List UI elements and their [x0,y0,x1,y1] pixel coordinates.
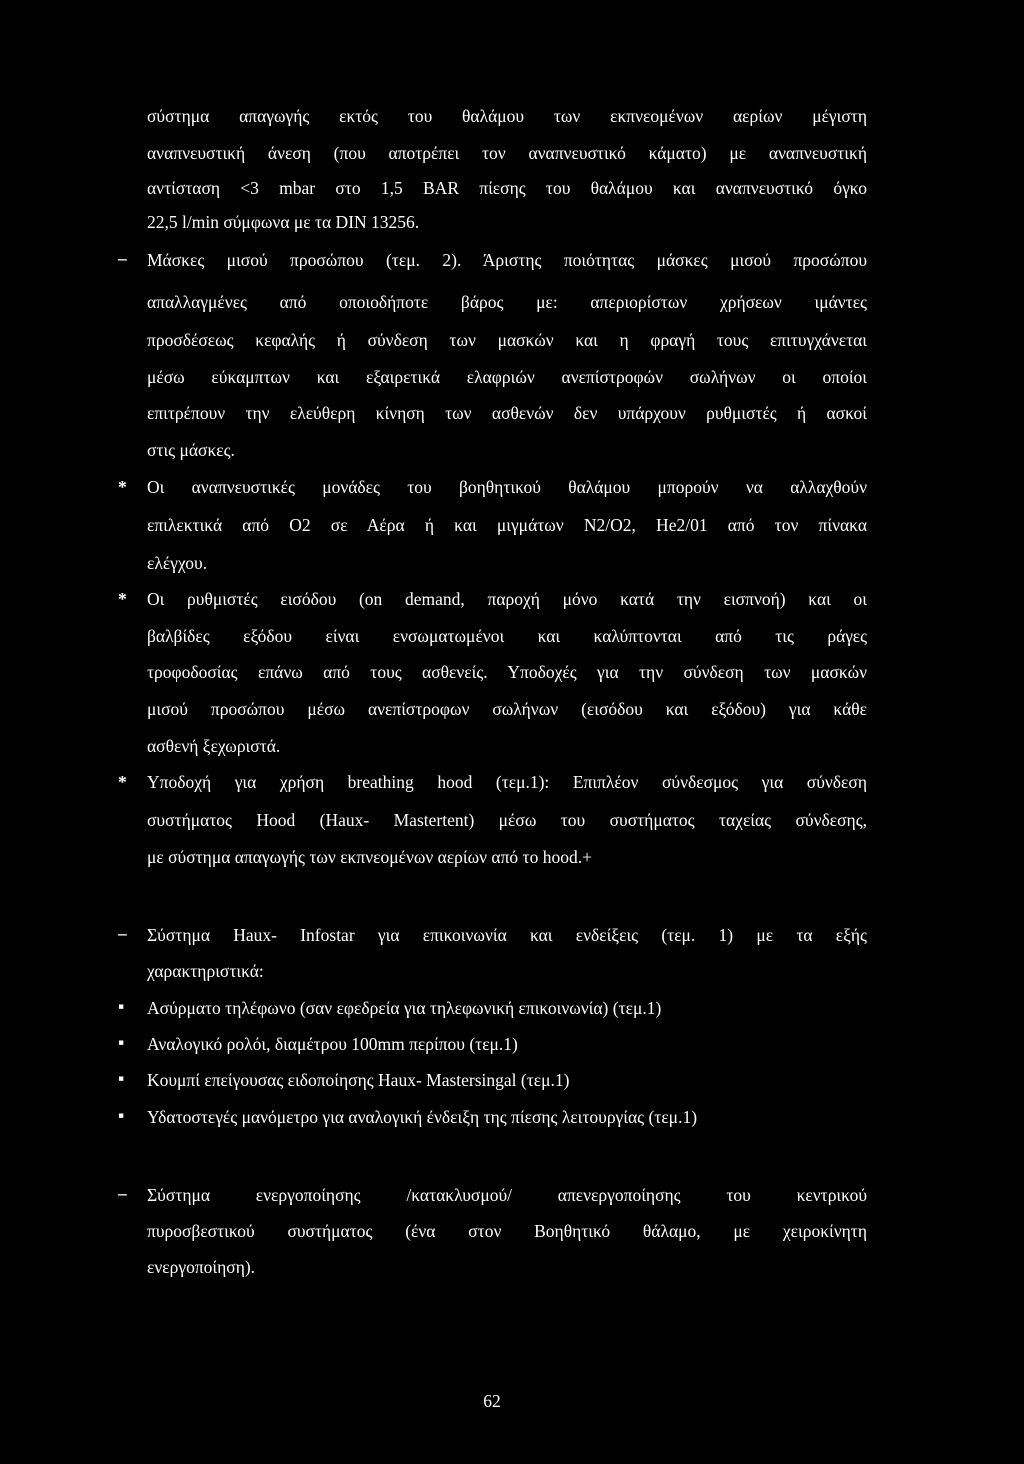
regulators-line: μισού προσώπου μέσω ανεπίστροφων σωλήνων (εισόδου και εξόδου) για κάθε [147,699,867,719]
dash-bullet: – [118,1183,127,1203]
infostar-line: χαρακτηριστικά: [147,961,264,981]
dash-bullet: – [118,248,127,268]
intro-line: σύστημα απαγωγής εκτός του θαλάμου των εκπνεομένων αερίων μέγιστη [147,106,867,126]
feature-item: Ασύρματο τηλέφωνο (σαν εφεδρεία για τηλεφωνική επικοινωνία) (τεμ.1) [147,998,662,1018]
square-bullet: ▪ [118,1032,125,1052]
star-bullet: * [118,589,127,609]
respiratory-units-line: Οι αναπνευστικές μονάδες του βοηθητικού θαλάμου μπορούν να αλλαχθούν [147,477,867,497]
masks-line: επιτρέπουν την ελεύθερη κίνηση των ασθενών δεν υπάρχουν ρυθμιστές ή ασκοί [147,403,867,423]
masks-line: Μάσκες μισού προσώπου (τεμ. 2). Άριστης ποιότητας μάσκες μισού προσώπου [147,250,867,270]
intro-line: αντίσταση <3 mbar στο 1,5 BAR πίεσης του θαλάμου και αναπνευστικό όγκο [147,178,867,198]
breathing-hood-line: Υποδοχή για χρήση breathing hood (τεμ.1): Επιπλέον σύνδεσμος για σύνδεση [147,772,867,792]
regulators-line: Οι ρυθμιστές εισόδου (on demand, παροχή μόνο κατά την εισπνοή) και οι [147,589,867,609]
star-bullet: * [118,477,127,497]
fire-system-line: Σύστημα ενεργοποίησης /κατακλυσμού/ απενεργοποίησης του κεντρικού [147,1185,867,1205]
square-bullet: ▪ [118,996,125,1016]
breathing-hood-line: συστήματος Hood (Haux- Mastertent) μέσω του συστήματος ταχείας σύνδεσης, [147,810,867,830]
masks-line: στις μάσκες. [147,440,235,460]
regulators-line: τροφοδοσίας επάνω από τους ασθενείς. Υποδοχές για την σύνδεση των μασκών [147,662,867,682]
page-number: 62 [483,1391,501,1411]
masks-line: απαλλαγμένες από οποιοδήποτε βάρος με: απεριορίστων χρήσεων ιμάντες [147,292,867,312]
intro-line: 22,5 l/min σύμφωνα με τα DIN 13256. [147,212,420,232]
breathing-hood-line: με σύστημα απαγωγής των εκπνεομένων αερίων από το hood.+ [147,847,592,867]
dash-bullet: – [118,923,127,943]
fire-system-line: πυροσβεστικού συστήματος (ένα στον Βοηθητικό θάλαμο, με χειροκίνητη [147,1221,867,1241]
fire-system-line: ενεργοποίηση). [147,1257,256,1277]
regulators-line: βαλβίδες εξόδου είναι ενσωματωμένοι και καλύπτονται από τις ράγες [147,626,867,646]
intro-line: αναπνευστική άνεση (που αποτρέπει τον αναπνευστικό κάματο) με αναπνευστική [147,143,867,163]
feature-item: Υδατοστεγές μανόμετρο για αναλογική ένδειξη της πίεσης λειτουργίας (τεμ.1) [147,1107,698,1127]
respiratory-units-line: ελέγχου. [147,553,208,573]
masks-line: μέσω εύκαμπτων και εξαιρετικά ελαφριών ανεπίστροφών σωλήνων οι οποίοι [147,367,867,387]
infostar-line: Σύστημα Haux- Infostar για επικοινωνία και ενδείξεις (τεμ. 1) με τα εξής [147,925,867,945]
feature-item: Αναλογικό ρολόι, διαμέτρου 100mm περίπου (τεμ.1) [147,1034,518,1054]
masks-line: προσδέσεως κεφαλής ή σύνδεση των μασκών και η φραγή τους επιτυγχάνεται [147,330,867,350]
respiratory-units-line: επιλεκτικά από Ο2 σε Αέρα ή και μιγμάτων N2/O2, He2/01 από τον πίνακα [147,515,867,535]
square-bullet: ▪ [118,1105,125,1125]
square-bullet: ▪ [118,1068,125,1088]
star-bullet: * [118,772,127,792]
regulators-line: ασθενή ξεχωριστά. [147,736,281,756]
feature-item: Κουμπί επείγουσας ειδοποίησης Haux- Mastersingal (τεμ.1) [147,1070,570,1090]
